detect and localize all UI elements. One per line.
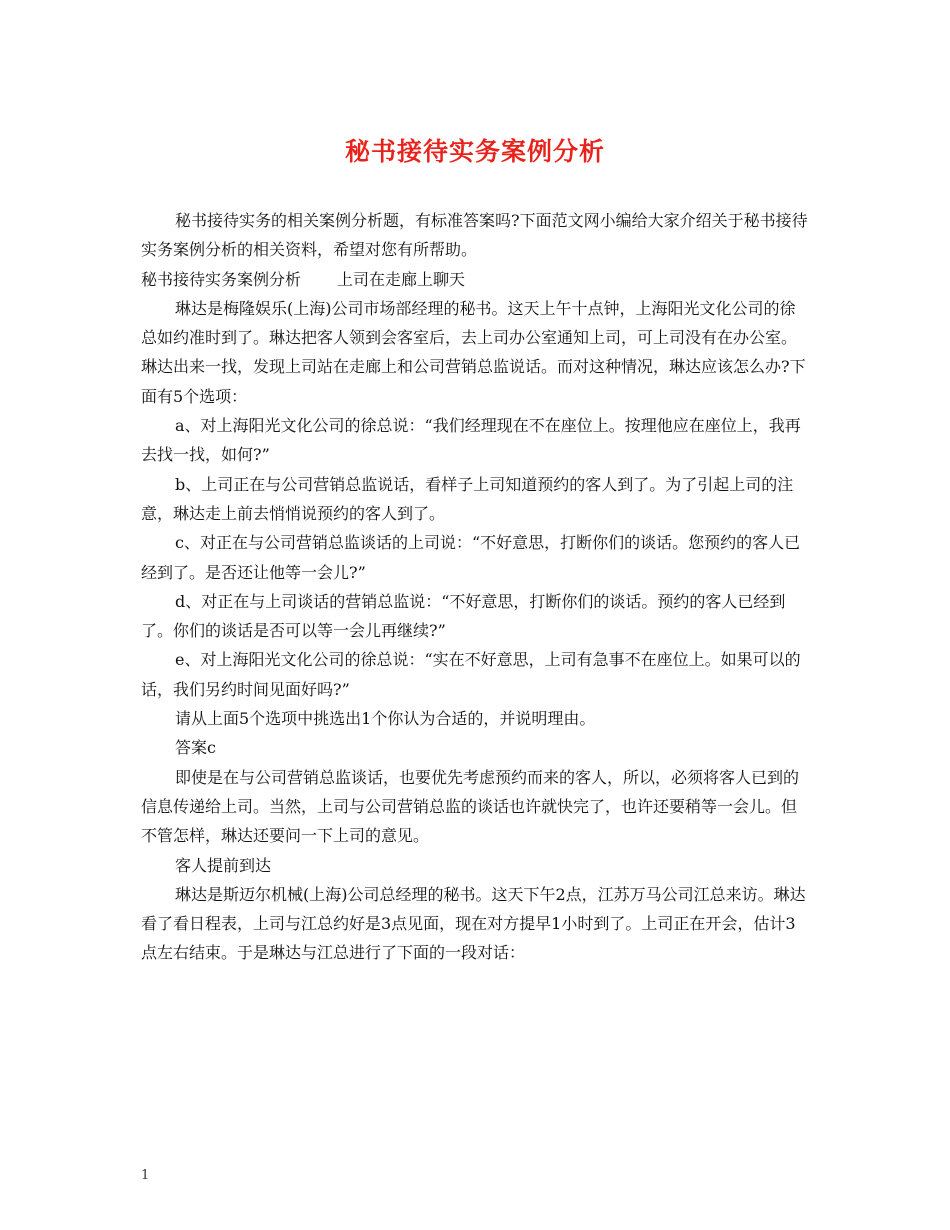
- page-number: 1: [141, 1168, 150, 1183]
- section-heading-left: 秘书接待实务案例分析: [141, 269, 302, 289]
- option-c-paragraph: c、对正在与公司营销总监谈话的上司说：“不好意思，打断你们的谈话。您预约的客人已经到了。是否还让他等一会儿?”: [141, 533, 801, 582]
- option-b-paragraph: b、上司正在与公司营销总监说话，看样子上司知道预约的客人到了。为了引起上司的注意，琳达走上前去悄悄说预约的客人到了。: [141, 474, 794, 523]
- section-heading-line: [141, 265, 811, 294]
- intro-paragraph: 秘书接待实务的相关案例分析题，有标准答案吗?下面范文网小编给大家介绍关于秘书接待实务案例分析的相关资料，希望对您有所帮助。: [141, 211, 808, 260]
- option-e-paragraph: e、对上海阳光文化公司的徐总说：“实在不好意思，上司有急事不在座位上。如果可以的话，我们另约时间见面好吗?”: [141, 650, 801, 699]
- option-a-paragraph: a、对上海阳光文化公司的徐总说：“我们经理现在不在座位上。按理他应在座位上，我再去找一找，如何?”: [141, 416, 801, 465]
- document-body: [141, 206, 811, 968]
- case2-paragraph: 琳达是斯迈尔机械(上海)公司总经理的秘书。这天下午2点，江苏万马公司江总来访。琳达看了看日程表，上司与江总约好是3点见面，现在对方提早1小时到了。上司正在开会，估计3点左右结束。于是琳达与江总进行了下面的一段对话：: [141, 884, 806, 963]
- option-d-paragraph: d、对正在与上司谈话的营销总监说：“不好意思，打断你们的谈话。预约的客人已经到了。你们的谈话是否可以等一会儿再继续?”: [141, 591, 786, 641]
- case2-heading: 客人提前到达: [175, 855, 272, 875]
- explanation-paragraph: 即使是在与公司营销总监谈话，也要优先考虑预约而来的客人，所以，必须将客人已到的信息传递给上司。当然，上司与公司营销总监的谈话也许就快完了，也许还要稍等一会儿。但不管怎样，琳达还要问一下上司的意见。: [141, 767, 800, 846]
- answer-paragraph: 答案c: [175, 738, 216, 758]
- case-paragraph: 琳达是梅隆娱乐(上海)公司市场部经理的秘书。这天上午十点钟，上海阳光文化公司的徐总如约准时到了。琳达把客人领到会客室后，去上司办公室通知上司，可上司没有在办公室。琳达出来一找，发现上司站在走廊上和公司营销总监说话。而对这种情况，琳达应该怎么办?下面有5个选项：: [141, 298, 806, 406]
- document-title: 秘书接待实务案例分析: [344, 137, 605, 166]
- question-paragraph: 请从上面5个选项中挑选出1个你认为合适的，并说明理由。: [175, 709, 596, 729]
- section-heading-right: 上司在走廊上聊天: [337, 269, 466, 289]
